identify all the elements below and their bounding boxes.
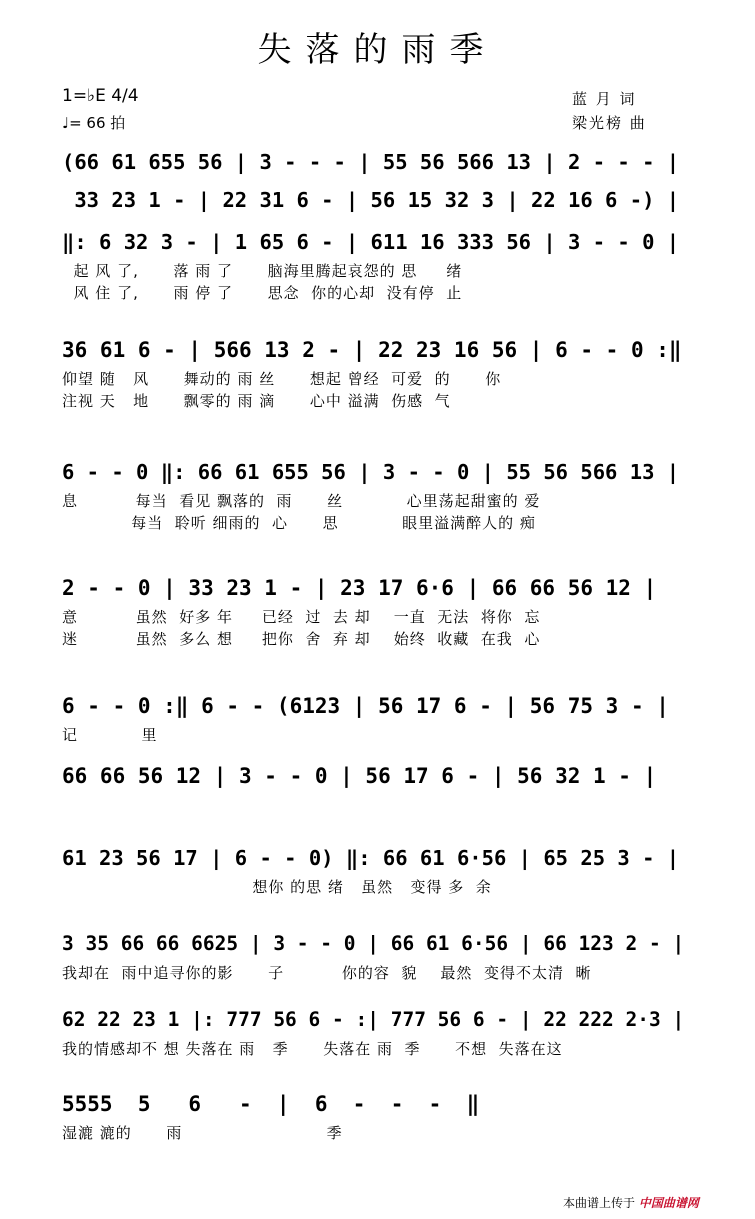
lyric-row: 想你 的思 绪 虽然 变得 多 余 bbox=[62, 878, 492, 896]
lyric-row: 我的情感却不 想 失落在 雨 季 失落在 雨 季 不想 失落在这 bbox=[62, 1040, 563, 1058]
footer bbox=[563, 1194, 699, 1211]
score-line bbox=[62, 230, 692, 302]
note-row: 62 22 23 1 |: 777 56 6 - :| 777 56 6 - | 22 222 2·3 | bbox=[62, 1008, 685, 1031]
score-line bbox=[62, 846, 692, 906]
score-line bbox=[62, 764, 692, 824]
footer-prefix: 本曲谱上传于 bbox=[563, 1196, 636, 1210]
note-row: 6 - - 0 ‖: 66 61 655 56 | 3 - - 0 | 55 56 566 13 | bbox=[62, 460, 680, 484]
note-row: 61 23 56 17 | 6 - - 0) ‖: 66 61 6·56 | 65 25 3 - | bbox=[62, 846, 680, 870]
note-row: 2 - - 0 | 33 23 1 - | 23 17 6·6 | 66 66 56 12 | bbox=[62, 576, 657, 600]
lyric-row: 风 住 了, 雨 停 了 思念 你的心却 没有停 止 bbox=[62, 284, 463, 302]
lyric-row: 意 虽然 好多 年 已经 过 去 却 一直 无法 将你 忘 bbox=[62, 608, 541, 626]
score-line bbox=[62, 576, 692, 648]
note-row: 33 23 1 - | 22 31 6 - | 56 15 32 3 | 22 16 6 -) | bbox=[62, 188, 680, 212]
score-line bbox=[62, 1092, 692, 1152]
lyric-row: 息 每当 看见 飘落的 雨 丝 心里荡起甜蜜的 爱 bbox=[62, 492, 541, 510]
lyric-row: 注视 天 地 飘零的 雨 滴 心中 溢满 伤感 气 bbox=[62, 392, 451, 410]
note-row: 6 - - 0 :‖ 6 - - (6123 | 56 17 6 - | 56 75 3 - | bbox=[62, 694, 669, 718]
lyric-row: 迷 虽然 多么 想 把你 舍 弃 却 始终 收藏 在我 心 bbox=[62, 630, 541, 648]
lyric-row: 我却在 雨中追寻你的影 子 你的容 貌 最然 变得不太清 晰 bbox=[62, 964, 592, 982]
song-title: 失落的雨季 bbox=[257, 30, 498, 70]
lyricist-credit: 蓝 月 词 bbox=[572, 90, 637, 108]
note-row: 5555 5 6 - | 6 - - - ‖ bbox=[62, 1092, 480, 1116]
score-line bbox=[62, 694, 692, 754]
score-line bbox=[62, 932, 692, 992]
key-signature: 1=♭E 4/4 bbox=[62, 86, 139, 106]
site-logo[interactable]: 中国曲谱网 bbox=[638, 1196, 699, 1210]
lyric-row: 起 风 了, 落 雨 了 脑海里腾起哀怨的 思 绪 bbox=[62, 262, 463, 280]
note-row: ‖: 6 32 3 - | 1 65 6 - | 611 16 333 56 | 3 - - 0 | bbox=[62, 230, 680, 254]
note-row: 3 35 66 66 6625 | 3 - - 0 | 66 61 6·56 | 66 123 2 - | bbox=[62, 932, 685, 955]
composer-credit: 梁光榜 曲 bbox=[572, 114, 647, 132]
note-row: 36 61 6 - | 566 13 2 - | 22 23 16 56 | 6 - - 0 :‖ bbox=[62, 338, 682, 362]
lyric-row: 湿漉 漉的 雨 季 bbox=[62, 1124, 343, 1142]
score-line bbox=[62, 338, 692, 410]
score-line bbox=[62, 460, 692, 532]
lyric-row: 每当 聆听 细雨的 心 思 眼里溢满醉人的 痴 bbox=[62, 514, 536, 532]
note-row: (66 61 655 56 | 3 - - - | 55 56 566 13 | 2 - - - | bbox=[62, 150, 680, 174]
lyric-row: 记 里 bbox=[62, 726, 158, 744]
tempo-marking: ♩= 66 拍 bbox=[62, 114, 126, 132]
note-row: 66 66 56 12 | 3 - - 0 | 56 17 6 - | 56 32 1 - | bbox=[62, 764, 657, 788]
score-line bbox=[62, 1008, 692, 1068]
lyric-row: 仰望 随 风 舞动的 雨 丝 想起 曾经 可爱 的 你 bbox=[62, 370, 502, 388]
